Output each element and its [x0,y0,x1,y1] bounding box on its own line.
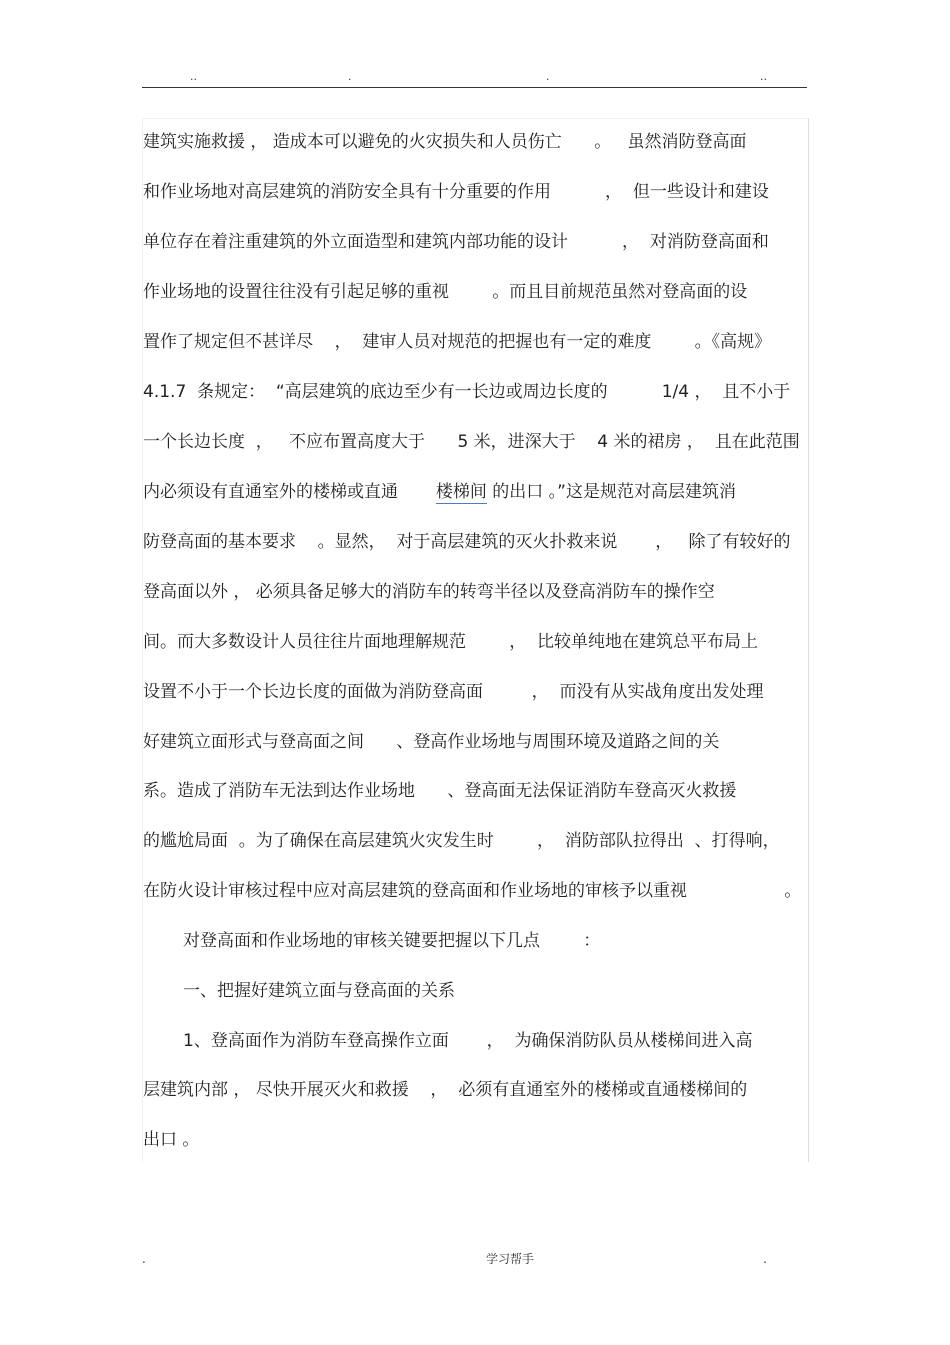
body-line: 一个长边长度 ， 不应布置高度大于 5 米，进深大于 4 米的裙房 ， 且在此范围 [143,432,800,452]
body-line: 防登高面的基本要求 。显然， 对于高层建筑的灭火扑救来说 ， 除了有较好的 [143,532,791,552]
body-line: 登高面以外 ， 必须具备足够大的消防车的转弯半径以及登高消防车的操作空 [143,582,715,602]
body-line-text: 内必须设有直通室外的楼梯或直通 [143,482,436,502]
list-item-line: 层建筑内部 ， 尽快开展灭火和救援 ， 必须有直通室外的楼梯或直通楼梯间的 [143,1080,748,1100]
body-line-text: 的出口 。”这是规范对高层建筑消 [486,482,736,502]
list-item-line: 1、登高面作为消防车登高操作立面 ， 为确保消防队员从楼梯间进入高 [183,1031,753,1051]
body-line: 系。造成了消防车无法到达作业场地 、登高面无法保证消防车登高灭火救援 [143,781,737,801]
body-line: 置作了规定但不甚详尽 ， 建审人员对规范的把握也有一定的难度 。《高规》 [143,332,772,352]
body-line: 设置不小于一个长边长度的面做为消防登高面 ， 而没有从实战角度出发处理 [143,682,764,702]
header-mark: . [348,70,352,83]
body-line: 好建筑立面形式与登高面之间 、登高作业场地与周围环境及道路之间的关 [143,732,720,752]
footer-mark: . [763,1252,767,1266]
body-line: 间。而大多数设计人员往往片面地理解规范 ， 比较单纯地在建筑总平布局上 [143,632,759,652]
body-line: 4.1.7 条规定： “高层建筑的底边至少有一长边或周边长度的 1/4 ， 且不小于 [143,382,791,402]
body-line: 作业场地的设置往往没有引起足够的重视 。而且目前规范虽然对登高面的设 [143,282,748,302]
header-divider [142,87,807,88]
page-header [142,68,807,86]
stairwell-link[interactable]: 楼梯间 [435,482,487,502]
footer-title: 学习帮手 [486,1252,535,1266]
header-mark: . [546,70,550,83]
body-line: 单位存在着注重建筑的外立面造型和建筑内部功能的设计 ， 对消防登高面和 [143,232,769,252]
body-line: 在防火设计审核过程中应对高层建筑的登高面和作业场地的审核予以重视 。 [143,881,802,901]
header-mark: .. [760,70,767,83]
list-item-line: 出口 。 [143,1130,200,1150]
paragraph-intro: 对登高面和作业场地的审核关键要把握以下几点 ： [183,931,601,951]
footer-mark: . [142,1252,146,1266]
body-line [143,479,803,505]
section-heading: 一、把握好建筑立面与登高面的关系 [183,981,455,1001]
header-mark: .. [190,70,197,83]
body-line: 的尴尬局面 。为了确保在高层建筑火灾发生时 ， 消防部队拉得出 、打得响， [143,831,780,851]
body-line: 建筑实施救援 ， 造成本可以避免的火灾损失和人员伤亡 。 虽然消防登高面 [143,132,747,152]
page-footer [142,1250,807,1270]
body-line: 和作业场地对高层建筑的消防安全具有十分重要的作用 ， 但一些设计和建设 [143,182,769,202]
